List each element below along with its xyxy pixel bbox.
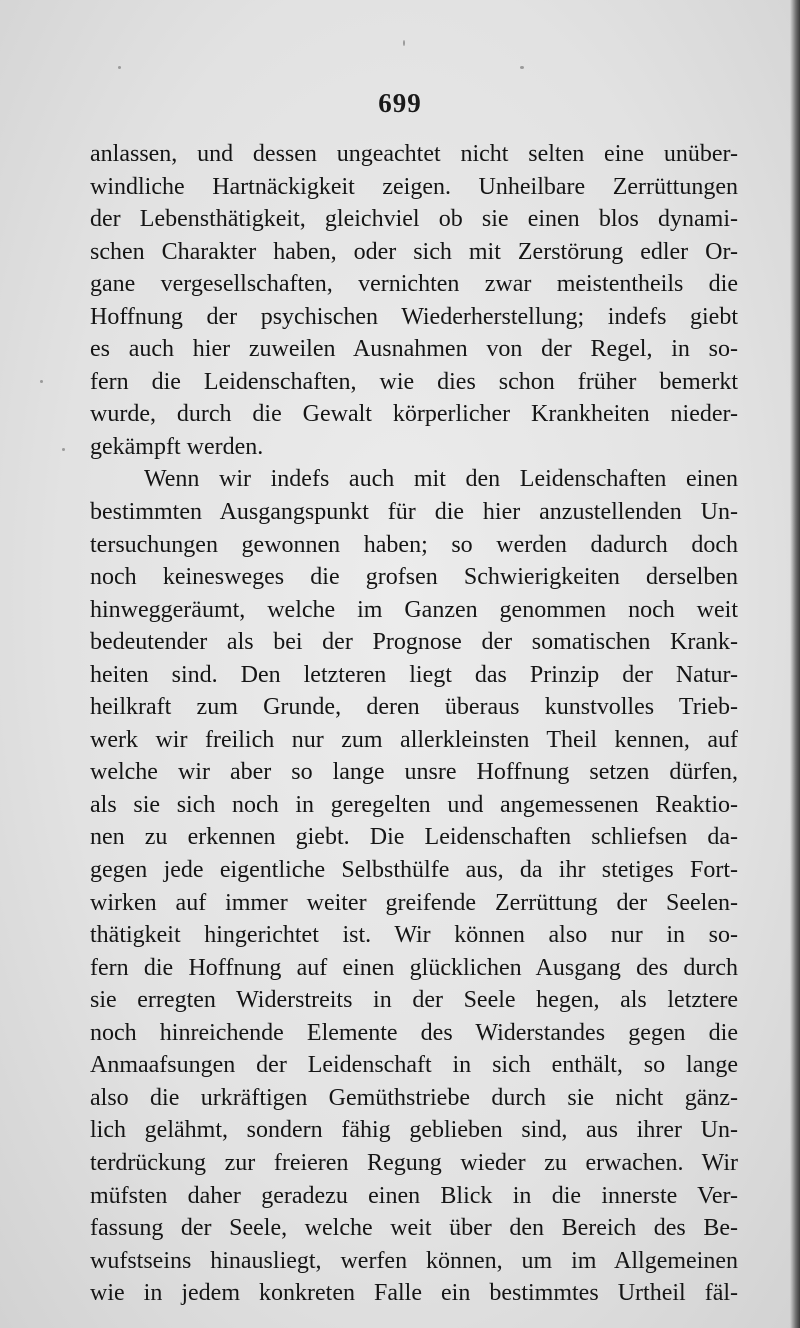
text-line: heilkraft zum Grunde, deren überaus kunstvolles Trieb-	[90, 694, 738, 721]
text-line: hinweggeräumt, welche im Ganzen genommen noch weit	[90, 596, 738, 623]
page-edge-shadow	[790, 0, 800, 1328]
text-line: werk wir freilich nur zum allerkleinsten Theil kennen, auf	[90, 726, 738, 753]
text-line: wie in jedem konkreten Falle ein bestimmtes Urtheil fäl-	[90, 1280, 738, 1307]
text-line: welche wir aber so lange unsre Hoffnung setzen dürfen,	[90, 759, 738, 786]
text-line: Anmaafsungen der Leidenschaft in sich enthält, so lange	[90, 1052, 738, 1079]
text-line: sie erregten Widerstreits in der Seele hegen, als letztere	[90, 987, 738, 1014]
text-line: gane vergesellschaften, vernichten zwar meistentheils die	[90, 271, 738, 298]
text-line: anlassen, und dessen ungeachtet nicht selten eine unüber-	[90, 141, 738, 167]
text-line: wirken auf immer weiter greifende Zerrüttung der Seelen-	[90, 889, 738, 916]
page-number: 699	[378, 88, 422, 118]
text-line: bedeutender als bei der Prognose der somatischen Krank-	[90, 629, 738, 656]
text-line: der Lebensthätigkeit, gleichviel ob sie einen blos dynami-	[90, 206, 738, 233]
text-line: Wenn wir indefs auch mit den Leidenschaften einen	[144, 466, 738, 493]
text-line: bestimmten Ausgangspunkt für die hier anzustellenden Un-	[90, 499, 738, 526]
text-line: fern die Leidenschaften, wie dies schon früher bemerkt	[90, 368, 738, 395]
text-line: müfsten daher geradezu einen Blick in die innerste Ver-	[90, 1182, 738, 1209]
text-line: windliche Hartnäckigkeit zeigen. Unheilbare Zerrüttungen	[90, 173, 738, 200]
paper-speck	[118, 66, 121, 69]
body-text	[90, 138, 738, 1310]
text-line: thätigkeit hingerichtet ist. Wir können also nur in so-	[90, 922, 738, 949]
text-line: noch hinreichende Elemente des Widerstandes gegen die	[90, 1019, 738, 1046]
text-line: fern die Hoffnung auf einen glücklichen Ausgang des durch	[90, 954, 738, 981]
text-line: Hoffnung der psychischen Wiederherstellung; indefs giebt	[90, 303, 738, 330]
paper-speck	[403, 40, 405, 46]
text-line: es auch hier zuweilen Ausnahmen von der Regel, in so-	[90, 336, 738, 363]
text-line: nen zu erkennen giebt. Die Leidenschaften schliefsen da-	[90, 824, 738, 851]
text-line: gegen jede eigentliche Selbsthülfe aus, da ihr stetiges Fort-	[90, 857, 738, 884]
paper-speck	[520, 66, 524, 69]
text-line: noch keinesweges die grofsen Schwierigkeiten derselben	[90, 564, 738, 591]
text-line: gekämpft werden.	[90, 433, 264, 460]
text-line: terdrückung zur freieren Regung wieder zu erwachen. Wir	[90, 1149, 738, 1176]
paper-speck	[40, 380, 43, 383]
text-line: heiten sind. Den letzteren liegt das Prinzip der Natur-	[90, 661, 738, 688]
text-line: schen Charakter haben, oder sich mit Zerstörung edler Or-	[90, 238, 738, 265]
text-line: fassung der Seele, welche weit über den Bereich des Be-	[90, 1215, 738, 1242]
text-line: tersuchungen gewonnen haben; so werden dadurch doch	[90, 531, 738, 558]
text-line: wufstseins hinausliegt, werfen können, um im Allgemeinen	[90, 1247, 738, 1274]
paper-speck	[62, 448, 65, 451]
text-line: als sie sich noch in geregelten und angemessenen Reaktio-	[90, 791, 738, 818]
text-line: lich gelähmt, sondern fähig geblieben sind, aus ihrer Un-	[90, 1117, 738, 1144]
text-line: wurde, durch die Gewalt körperlicher Krankheiten nieder-	[90, 401, 738, 428]
text-line: also die urkräftigen Gemüthstriebe durch sie nicht gänz-	[90, 1084, 738, 1111]
